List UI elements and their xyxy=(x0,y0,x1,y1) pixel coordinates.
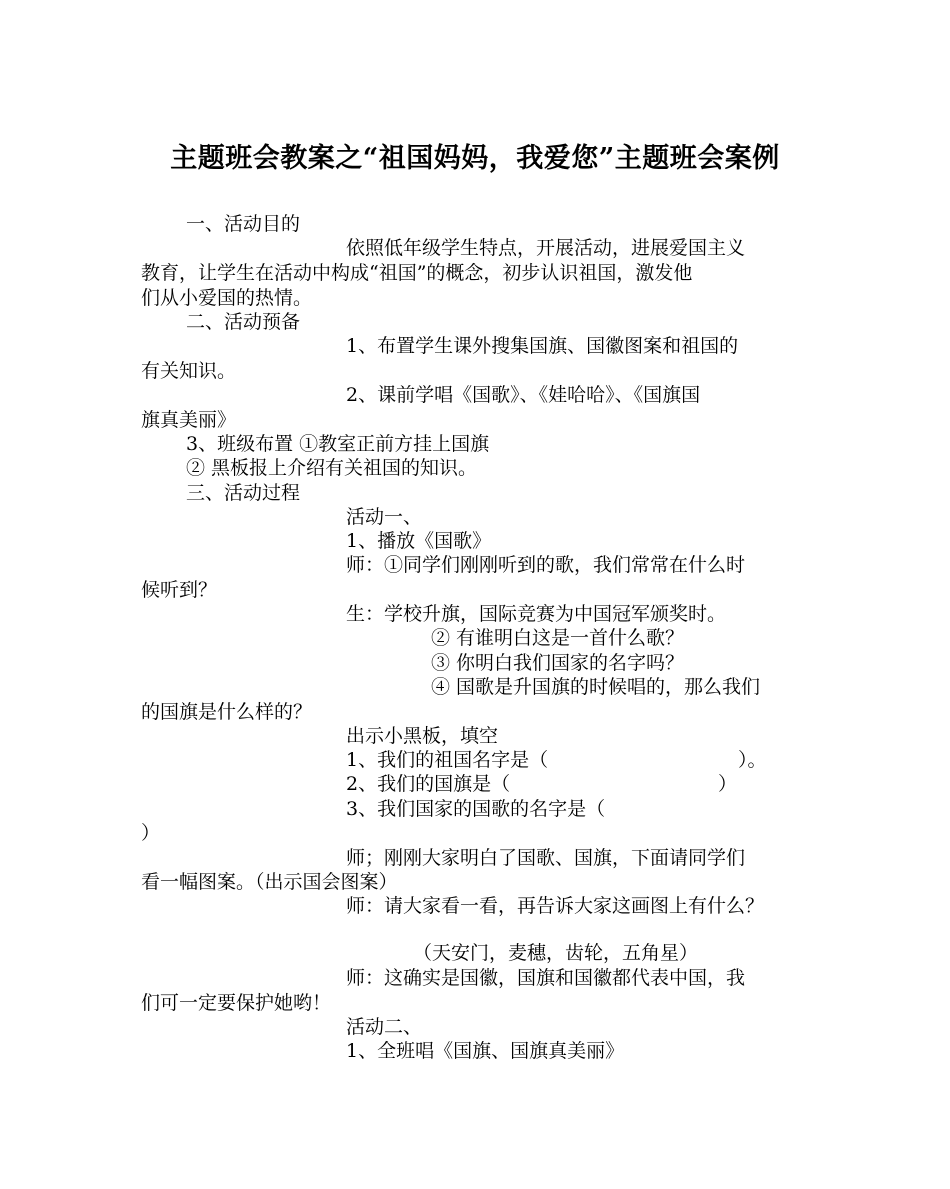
paragraph-line: 师；刚刚大家明白了国歌、国旗，下面请同学们 xyxy=(346,847,746,869)
fill-blank-line: 3、我们国家的国歌的名字是（ xyxy=(346,798,606,820)
paragraph-line: （天安门，麦穗，齿轮，五角星） xyxy=(413,942,699,964)
paragraph-line: 1、布置学生课外搜集国旗、国徽图案和祖国的 xyxy=(346,335,739,357)
paragraph-line: 师：这确实是国徽，国旗和国徽都代表中国，我 xyxy=(346,967,746,989)
paragraph-line: ② 有谁明白这是一首什么歌？ xyxy=(431,627,685,649)
paragraph-line: ③ 你明白我们国家的名字吗？ xyxy=(431,652,685,674)
paragraph-line: 师：①同学们刚刚听到的歌，我们常常在什么时 xyxy=(346,554,746,576)
paragraph-line: ④ 国歌是升国旗的时候唱的，那么我们 xyxy=(431,676,761,698)
paragraph-line: 有关知识。 xyxy=(141,360,237,382)
paragraph-line: 3、班级布置 ①教室正前方挂上国旗 xyxy=(186,433,490,455)
paragraph-line: 活动一、 xyxy=(346,506,423,528)
paragraph-line: 活动二、 xyxy=(346,1016,423,1038)
paragraph-line: ② 黑板报上介绍有关祖国的知识。 xyxy=(186,457,478,479)
section-heading: 一、活动目的 xyxy=(186,213,301,235)
paragraph-line: 师：请大家看一看，再告诉大家这画图上有什么？ xyxy=(346,895,765,917)
paragraph-line: 旗真美丽》 xyxy=(141,409,237,431)
section-heading: 三、活动过程 xyxy=(186,482,301,504)
paragraph-line: 看一幅图案。（出示国会图案） xyxy=(141,871,398,893)
fill-blank-line: 1、我们的祖国名字是（ xyxy=(346,749,549,771)
section-heading: 二、活动预备 xyxy=(186,311,301,333)
paragraph-line: 1、播放《国歌》 xyxy=(346,530,492,552)
paragraph-line: 2、课前学唱《国歌》、《娃哈哈》、《国旗国 xyxy=(346,384,701,406)
fill-blank-close: ）。 xyxy=(738,749,767,771)
fill-blank-line: 2、我们的国旗是（ xyxy=(346,773,511,795)
page-title: 主题班会教案之“祖国妈妈，我爱您”主题班会案例 xyxy=(170,143,780,174)
fill-blank-close: ） xyxy=(718,773,738,795)
paragraph-line: 出示小黑板，填空 xyxy=(346,725,499,747)
paragraph-line: 生：学校升旗，国际竞赛为中国冠军颁奖时。 xyxy=(346,603,727,625)
fill-blank-close: ） xyxy=(141,822,161,844)
paragraph-line: 教育，让学生在活动中构成“祖国”的概念，初步认识祖国，激发他 xyxy=(141,262,693,284)
paragraph-line: 依照低年级学生特点，开展活动，进展爱国主义 xyxy=(346,237,746,259)
paragraph-line: 们可一定要保护她哟！ xyxy=(141,992,332,1014)
paragraph-line: 候听到？ xyxy=(141,579,218,601)
paragraph-line: 们从小爱国的热情。 xyxy=(141,287,313,309)
paragraph-line: 的国旗是什么样的？ xyxy=(141,701,313,723)
paragraph-line: 1、全班唱《国旗、国旗真美丽》 xyxy=(346,1040,625,1062)
